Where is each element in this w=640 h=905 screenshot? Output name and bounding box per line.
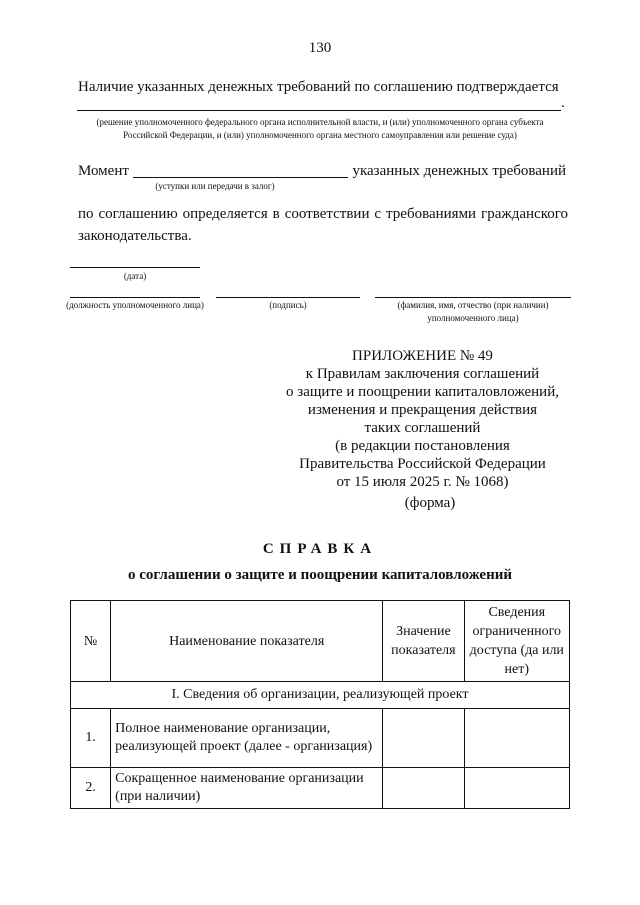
- document-title: СПРАВКА: [262, 541, 378, 557]
- appendix-line: от 15 июля 2025 г. № 1068): [336, 474, 509, 490]
- row-number: 2.: [71, 768, 111, 809]
- row-access-cell[interactable]: [464, 709, 569, 768]
- signature-line: [216, 297, 360, 298]
- line-end-period: .: [561, 95, 565, 111]
- form-label: (форма): [404, 495, 456, 511]
- table-header-row: [71, 601, 570, 682]
- page-number: 130: [308, 40, 332, 56]
- moment-caption: (уступки или передачи в залог): [155, 181, 275, 191]
- header-restricted-access: Сведения ограниченного доступа (да или нет): [464, 601, 569, 682]
- moment-word: Момент: [78, 163, 129, 179]
- full-name-caption: (фамилия, имя, отчество (при наличии) уполномоченного лица): [397, 300, 549, 323]
- full-name-line: [375, 297, 571, 298]
- position-line: [70, 297, 200, 298]
- moment-rest: указанных денежных требований: [352, 163, 566, 179]
- header-indicator-value: Значение показателя: [383, 601, 464, 682]
- header-indicator-name: Наименование показателя: [111, 601, 383, 682]
- document-subtitle: о соглашении о защите и поощрении капиталовложений: [127, 567, 513, 583]
- confirmation-text: Наличие указанных денежных требований по соглашению подтверждается: [78, 79, 559, 95]
- row-indicator-name: Сокращенное наименование организации (при наличии): [111, 768, 383, 809]
- appendix-line: Правительства Российской Федерации: [299, 456, 546, 472]
- appendix-line: изменения и прекращения действия: [307, 402, 538, 418]
- moment-continuation: по соглашению определяется в соответствии с требованиями гражданского законодательства.: [78, 206, 568, 244]
- table-row: [71, 768, 570, 809]
- section-heading: I. Сведения об организации, реализующей проект: [71, 682, 570, 709]
- appendix-line: к Правилам заключения соглашений: [305, 366, 540, 382]
- appendix-heading: [270, 347, 575, 491]
- fill-line-moment: [133, 177, 348, 178]
- date-caption: (дата): [123, 271, 147, 281]
- table-section-row: [71, 682, 570, 709]
- appendix-line: (в редакции постановления: [335, 438, 510, 454]
- row-indicator-name: Полное наименование организации, реализующей проект (далее - организация): [111, 709, 383, 768]
- fill-line-decision: [77, 110, 561, 111]
- header-number: №: [71, 601, 111, 682]
- table-row: [71, 709, 570, 768]
- indicator-table: [70, 600, 570, 809]
- signature-caption: (подпись): [269, 300, 307, 310]
- decision-caption: (решение уполномоченного федерального органа исполнительной власти, и (или) уполномоченного органа субъекта Российской Федерации, и (или) уполномоченного органа местного самоуправления или решение суда): [96, 117, 544, 140]
- row-number: 1.: [71, 709, 111, 768]
- row-access-cell[interactable]: [464, 768, 569, 809]
- appendix-line: таких соглашений: [364, 420, 481, 436]
- date-line: [70, 267, 200, 268]
- position-caption: (должность уполномоченного лица): [66, 300, 204, 310]
- appendix-line: о защите и поощрении капиталовложений,: [286, 384, 559, 400]
- row-value-cell[interactable]: [383, 709, 464, 768]
- appendix-line: ПРИЛОЖЕНИЕ № 49: [352, 348, 493, 364]
- row-value-cell[interactable]: [383, 768, 464, 809]
